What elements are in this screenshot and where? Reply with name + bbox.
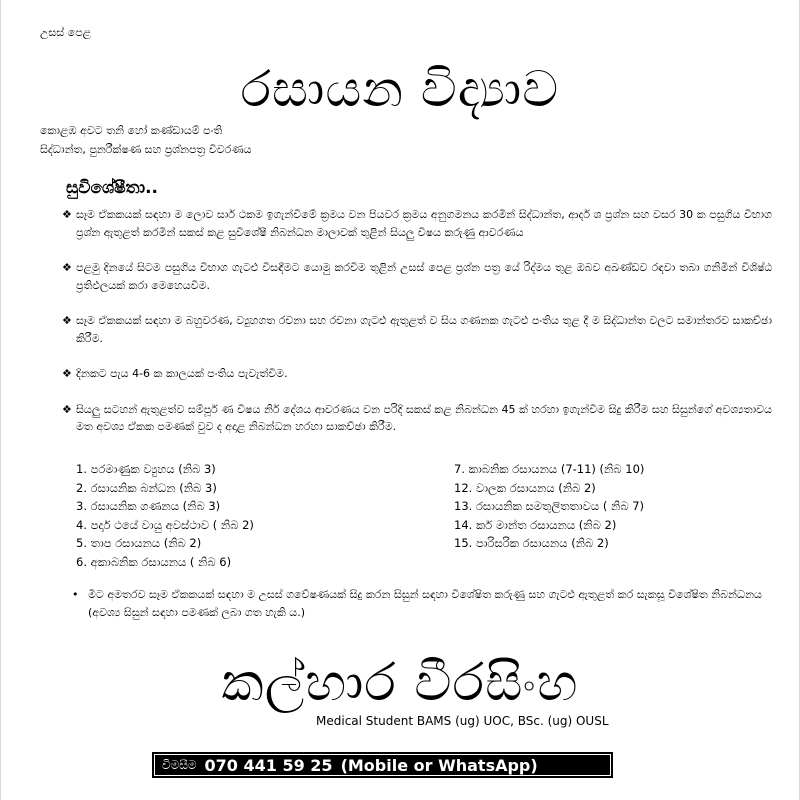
extra-note [72,586,772,621]
tutor-name: කල්හාර වීරසිංහ [221,653,579,713]
contact-note: (Mobile or WhatsApp) [340,755,538,775]
diamond-bullet-icon: ❖ [62,314,72,327]
feature-item [62,259,772,294]
topic-item: 7. කාබනික රසායනය (7-11) (නිබ 10) [454,462,645,476]
diamond-bullet-icon: ❖ [62,208,72,221]
topic-item: 12. වාලක රසායනය (නිබ 2) [454,480,596,495]
subject-title: රසායන විද්‍යාව [240,60,560,118]
topic-list [76,460,736,572]
dot-bullet-icon: • [72,588,79,601]
topic-item: 4. පදාර් ථයේ වායු අවස්ථාව ( නිබ 2) [76,517,254,532]
feature-item [62,401,772,436]
tutor-qualifications: Medical Student BAMS (ug) UOC, BSc. (ug) OUSL [316,714,609,728]
contact-label: විමසීම [162,757,197,772]
topic-item: 15. පාරිසරික රසායනය (නිබ 2) [454,536,609,551]
feature-item [62,312,772,347]
topic-item: 3. රසායනික ගණනය (නිබ 3) [76,499,221,514]
extra-note-text: මීට අමතරව සෑම ඒකකයක් සඳහා ම උසස් ගවේෂණයක් සිදු කරන සිසුන් සඳහා විශේෂිත කරුණු සහ ගැටළු ඇතුළත් කර සැකසූ විශේෂිත නිබන්ධනය (අවශ්‍ය සිසුන් සඳහා පමණක් ලබා ගත හැකි ය.) [88,588,762,619]
feature-text: සෑම ඒකකයක් සඳහා ම ලොව සාර් ථකම ඉගැන්වීමේ ක්‍රමය වන පියවර ක්‍රමය අනුගමනය කරමින් සිද්ධාන්ත, ආදර් ශ ප්‍රශ්න සහ වසර 30 ක පසුගිය විභාග ප්‍රශ්න ඇතුළත් කරමින් සකස් කළ සුවිශේෂී නිබන්ධන මාලාවක් තුළින් සියලු විෂය කරුණු ආවරණය [76,208,772,239]
topic-item: 13. රසායනික සමතුලිතතාවය ( නිබ 7) [454,499,645,514]
feature-item [62,206,772,241]
diamond-bullet-icon: ❖ [62,367,72,380]
class-content-line: සිද්ධාන්ත, පුනරීක්ෂණ සහ ප්‍රශ්නපත්‍ර විවරණය [40,143,252,156]
features-heading: සුවිශේෂීතා.. [66,178,158,198]
contact-banner [152,752,613,778]
phone-number: 070 441 59 25 [204,755,333,775]
feature-text: සෑම ඒකකයක් සඳහා ම බහුවරණ, ව්‍යුහගත රචනා සහ රචනා ගැටළු ඇතුළත් ව සිය ගණනක ගැටළු පංතිය තුළ දී ම සිද්ධාන්ත වලට සමාන්තරව සාකච්ඡා කිරීම. [76,314,772,345]
diamond-bullet-icon: ❖ [62,261,72,274]
feature-text: පළමු දිනයේ සිටම පසුගිය විභාග ගැටළු විසඳීමට යොමු කරවීම තුළින් උසස් පෙළ ප්‍රශ්න පත්‍ර යේ රිද්මය තුළ ඔබව අඛණ්ඩව රඳවා තබා ගනිමින් විශිෂ්ඨ ප්‍රතිඵලයක් කරා මෙහෙයවීම. [76,261,772,292]
feature-item [62,365,772,383]
feature-text: සියලු සටහන් ඇතුළත්ව සම්පූර් ණ විෂය නිර් දේශය ආවරණය වන පරිදි සකස් කළ නිබන්ධන 45 ක් හරහා ඉගැන්වීම සිදු කිරීම සහ සිසුන්ගේ අවශ්‍යතාවය මත අවශ්‍ය ඒකක පමණක් වුව ද අදාළ නිබන්ධන හරහා සාකච්ඡා කිරීම. [76,402,772,433]
topic-item: 1. පරමාණුක ව්‍යුහය (නිබ 3) [76,462,216,476]
topic-item: 6. අකාබනික රසායනය ( නිබ 6) [76,554,232,569]
topic-item: 14. කර් මාන්ත රසායනය (නිබ 2) [454,517,617,532]
level-label: උසස් පෙළ [40,26,92,39]
topic-item: 5. තාප රසායනය (නිබ 2) [76,536,202,551]
topic-item: 2. රසායනික බන්ධන (නිබ 3) [76,480,217,495]
features-list [62,206,772,454]
class-type-line: කොළඹ අවට තනි හෝ කණ්ඩායම් පංති [40,124,223,137]
diamond-bullet-icon: ❖ [62,402,72,416]
feature-text: දිනකට පැය 4-6 ක කාලයක් පංතිය පැවැත්වීම. [76,367,288,380]
